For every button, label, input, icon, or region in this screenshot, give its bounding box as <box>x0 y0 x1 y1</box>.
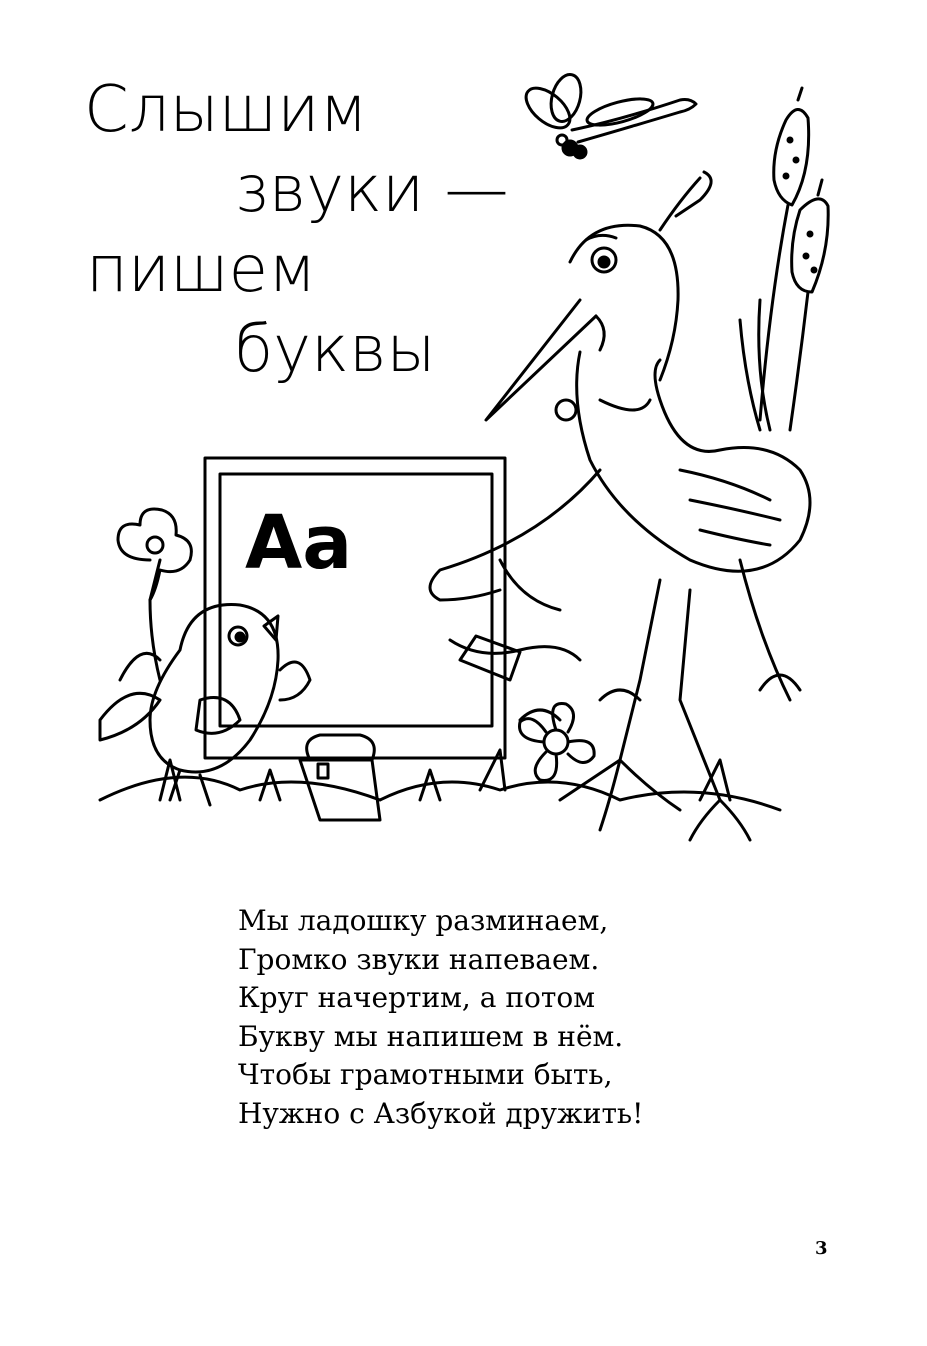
dragonfly-illustration <box>519 71 696 158</box>
poem-line: Чтобы грамотными быть, <box>238 1058 613 1091</box>
poem-line: Громко звуки напеваем. <box>238 942 600 976</box>
poem-line: Букву мы напишем в нём. <box>238 1019 624 1053</box>
illustration <box>80 60 840 860</box>
chick-illustration <box>150 560 310 805</box>
poem-line: Мы ладошку разминаем, <box>238 904 609 937</box>
poem-line: Круг начертим, а потом <box>238 981 595 1014</box>
title-line-2: звуки — <box>234 153 509 227</box>
board-letters: Aa <box>245 500 353 586</box>
cattails-illustration <box>740 88 828 430</box>
stork-illustration <box>430 172 810 840</box>
poem <box>238 902 643 1133</box>
page-number: 3 <box>815 1238 828 1259</box>
title-line-3: пишем <box>86 233 317 307</box>
poem-line: Нужно с Азбукой дружить! <box>238 1096 644 1130</box>
flower-right-illustration <box>520 704 595 781</box>
title-line-4: буквы <box>234 313 436 387</box>
flower-left-illustration <box>100 509 191 740</box>
title-line-1: Слышим <box>84 73 368 147</box>
satchel-illustration <box>300 735 380 820</box>
